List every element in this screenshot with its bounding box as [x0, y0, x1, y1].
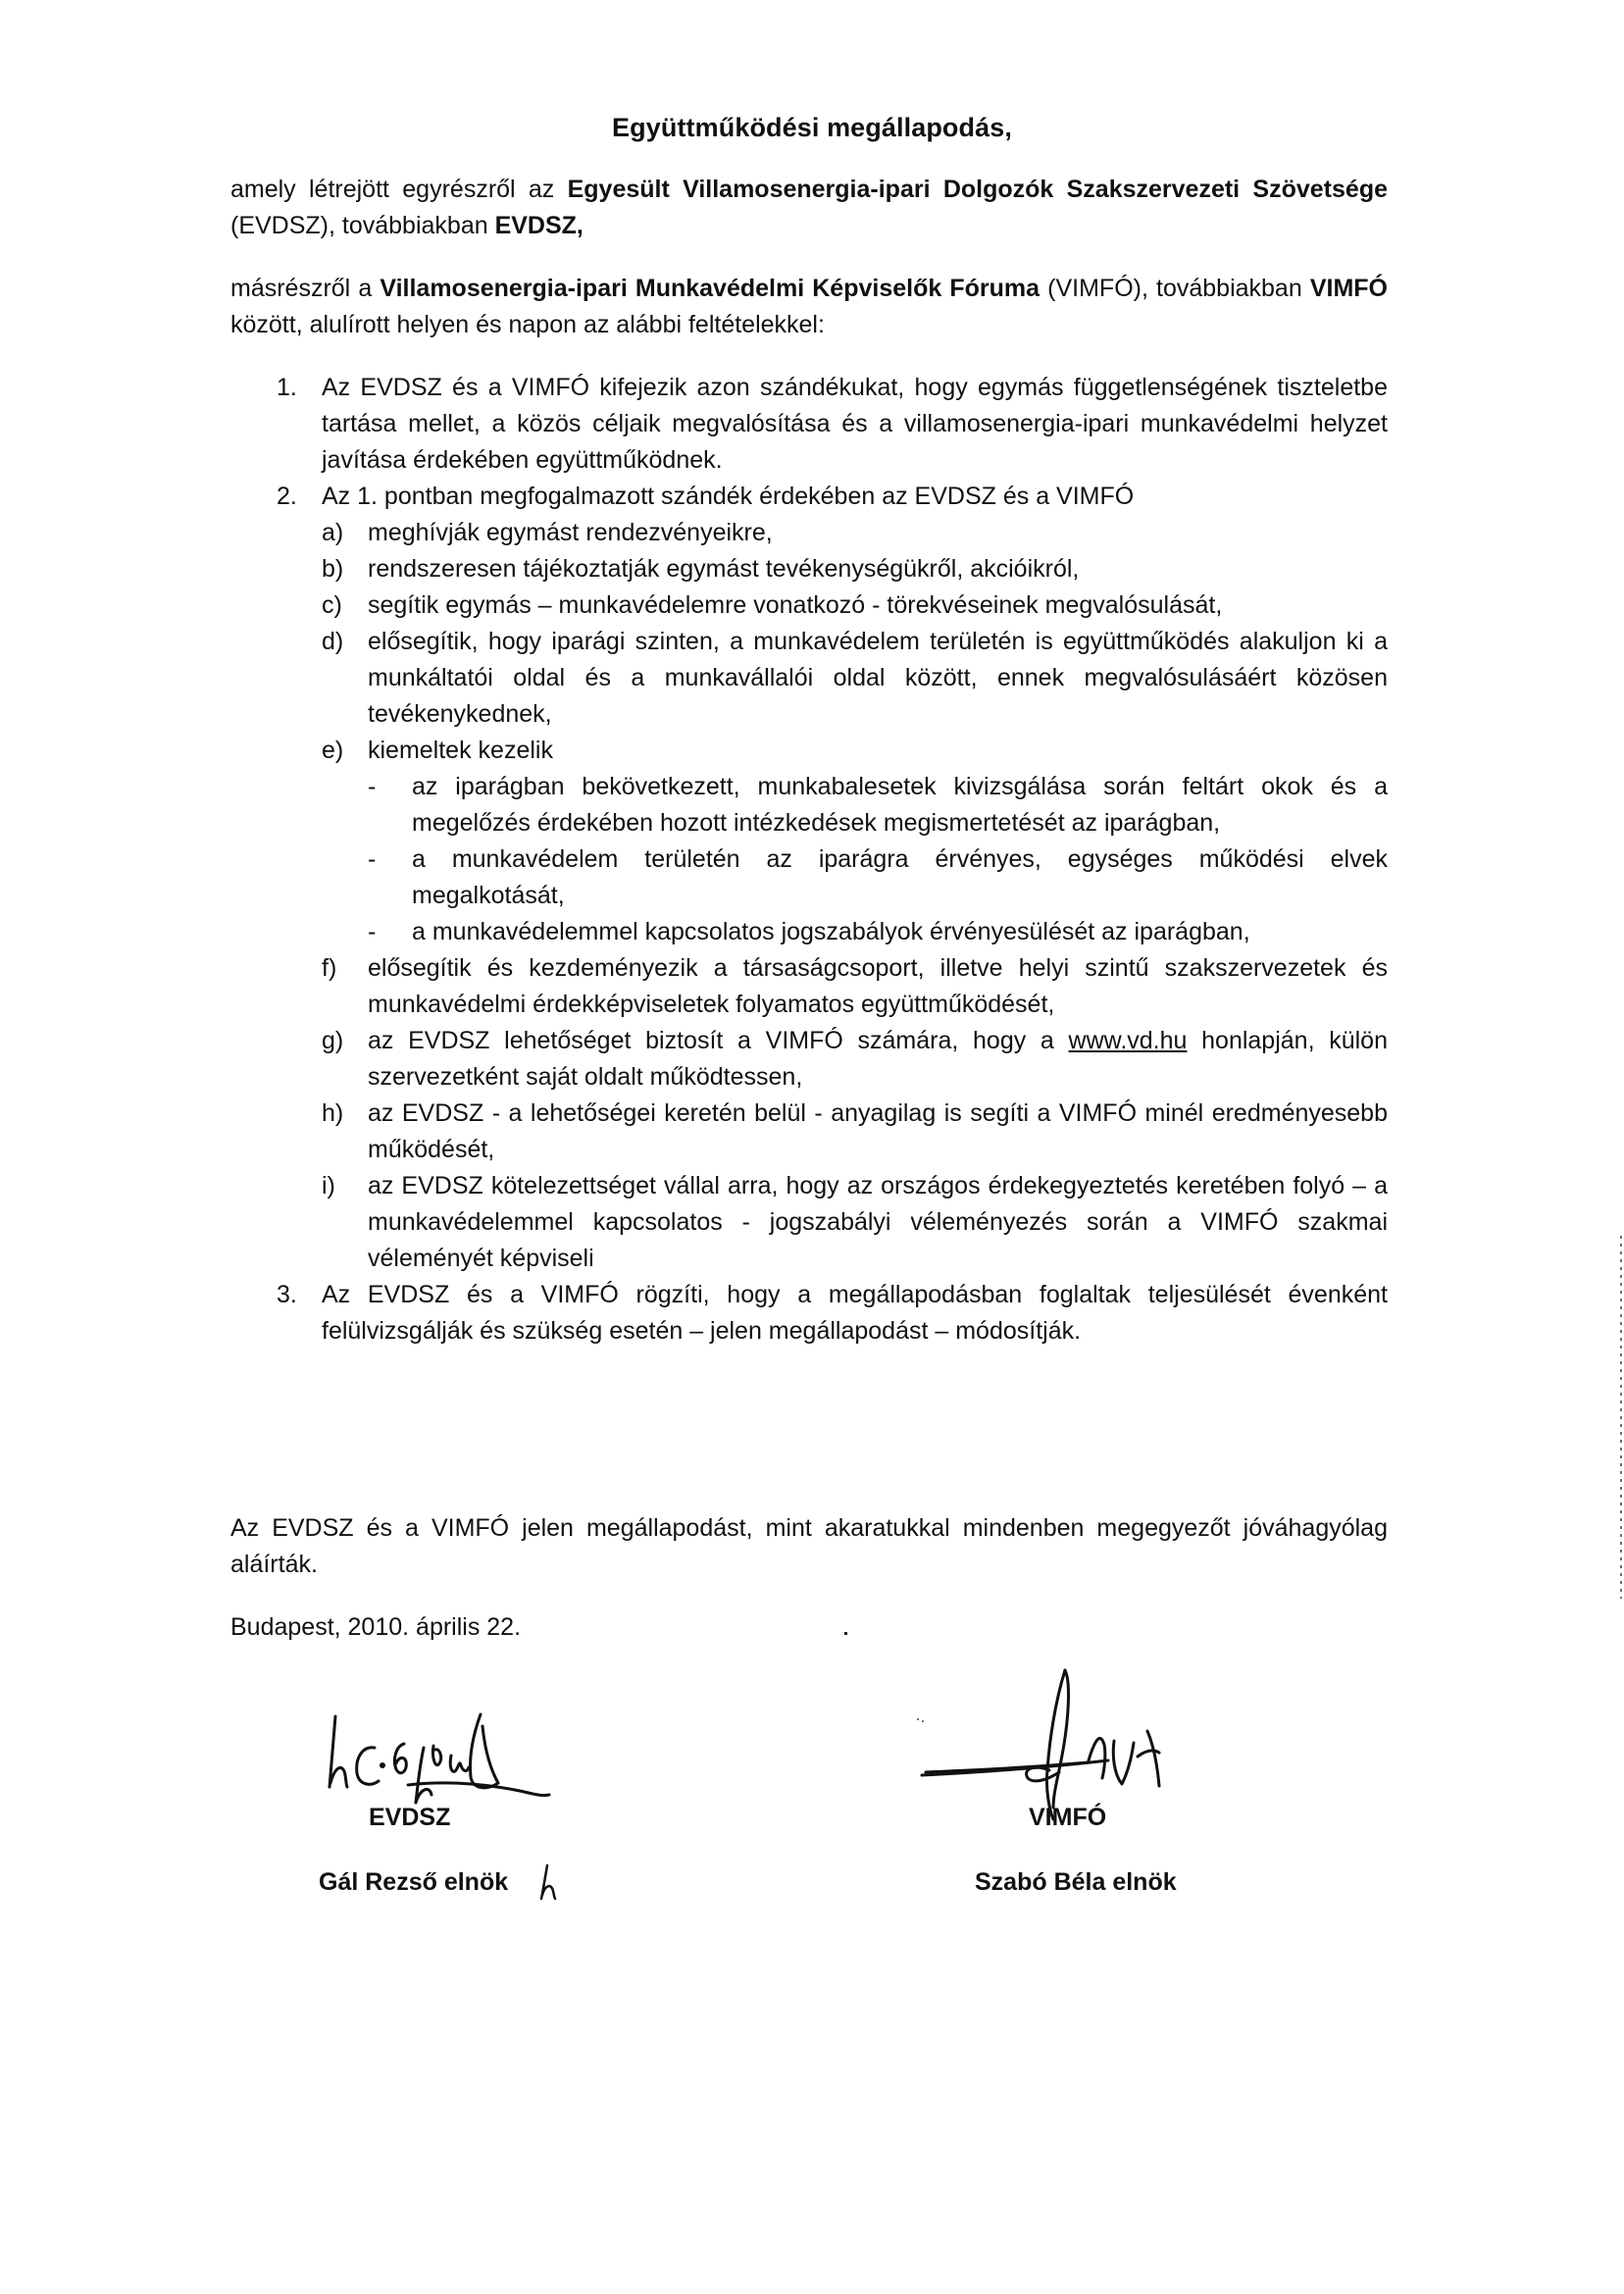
- bullet-item: [230, 769, 1388, 841]
- scan-artifact-line: [1620, 1236, 1622, 1599]
- sub-item-d: [230, 624, 1388, 733]
- signatory-org-evdsz: EVDSZ: [369, 1804, 451, 1831]
- sub-item-text: rendszeresen tájékoztatják egymást tevékenységükről, akcióikról,: [368, 555, 1080, 583]
- sub-item-text-post: honlapján, külön szervezetként saját oldalt működtessen,: [368, 1027, 1388, 1091]
- sub-item-i: [230, 1168, 1388, 1277]
- list-item-3: [230, 1277, 1388, 1350]
- sub-item-letter: a): [322, 519, 344, 546]
- intro1-mid: (EVDSZ), továbbiakban: [230, 212, 495, 239]
- list-item-1: [230, 370, 1388, 479]
- sub-item-text: segítik egymás – munkavédelemre vonatkozó - törekvéseinek megvalósulását,: [368, 591, 1223, 619]
- sub-item-text: kiemeltek kezelik: [368, 737, 553, 764]
- evdsz-abbr: EVDSZ,: [494, 212, 584, 239]
- website-link[interactable]: www.vd.hu: [1068, 1027, 1188, 1054]
- sub-item-text: az EVDSZ kötelezettséget vállal arra, hogy az országos érdekegyeztetés keretében folyó – a munkavédelemmel kapcsolatos - jogszabályi véleményezés során a VIMFÓ szakmai véleményét képviseli: [368, 1172, 1388, 1272]
- closing-statement: Az EVDSZ és a VIMFÓ jelen megállapodást, mint akaratukkal mindenben megegyezőt jóváhagyólag aláírták.: [230, 1514, 1388, 1578]
- evdsz-full-name: Egyesült Villamosenergia-ipari Dolgozók Szakszervezeti Szövetsége: [567, 176, 1388, 203]
- sub-item-text: elősegítik és kezdeményezik a társaságcsoport, illetve helyi szintű szakszervezetek és munkavédelmi érdekképviseletek folyamatos együttműködését,: [368, 954, 1388, 1018]
- sub-item-letter: e): [322, 737, 344, 764]
- dash-bullet-icon: -: [368, 773, 377, 800]
- vimfo-full-name: Villamosenergia-ipari Munkavédelmi Képviselők Fóruma: [380, 275, 1040, 302]
- intro-party-1: [230, 172, 1388, 244]
- intro1-text: amely létrejött egyrészről az: [230, 176, 568, 203]
- dash-bullet-icon: -: [368, 918, 377, 945]
- sub-item-letter: i): [322, 1172, 335, 1199]
- bullet-text: az iparágban bekövetkezett, munkabalesetek kivizsgálása során feltárt okok és a megelőzés érdekében hozott intézkedések megismertetését az iparágban,: [412, 773, 1388, 837]
- scan-dot: [844, 1632, 847, 1635]
- initials-icon: [537, 1861, 561, 1901]
- vimfo-abbr: VIMFÓ: [1309, 275, 1389, 302]
- item-text: Az 1. pontban megfogalmazott szándék érdekében az EVDSZ és a VIMFÓ: [322, 483, 1135, 510]
- sub-item-g: [230, 1023, 1388, 1096]
- sub-item-letter: d): [322, 628, 344, 655]
- bullet-item: [230, 841, 1388, 914]
- sub-item-f: [230, 950, 1388, 1023]
- item-number: 3.: [277, 1281, 297, 1308]
- agreement-list: [230, 370, 1388, 1350]
- sub-item-text: az EVDSZ - a lehetőségei keretén belül - anyagilag is segíti a VIMFÓ minél eredményesebb működését,: [368, 1099, 1388, 1163]
- sub-item-a: [230, 515, 1388, 551]
- sub-item-c: [230, 587, 1388, 624]
- sub-item-text: [368, 1023, 1388, 1096]
- sub-item-letter: c): [322, 591, 342, 619]
- sub-item-text: meghívják egymást rendezvényeikre,: [368, 519, 773, 546]
- document-title: Együttműködési megállapodás,: [612, 113, 1012, 142]
- sub-item-h: [230, 1096, 1388, 1168]
- item-text: Az EVDSZ és a VIMFÓ kifejezik azon szándékukat, hogy egymás függetlenségének tiszteletbe tartása mellet, a közös céljaik megvalósítása és a villamosenergia-ipari munkavédelmi helyzet javítása érdekében együttműködnek.: [322, 374, 1388, 474]
- sub-item-letter: f): [322, 954, 337, 982]
- sub-item-letter: h): [322, 1099, 344, 1127]
- signatory-name-vimfo: Szabó Béla elnök: [975, 1868, 1177, 1896]
- intro2-text: másrészről a: [230, 275, 381, 302]
- item-number: 1.: [277, 374, 297, 401]
- bullet-text: a munkavédelem területén az iparágra érvényes, egységes működési elvek megalkotását,: [412, 845, 1388, 909]
- signature-evdsz-icon: [314, 1687, 598, 1805]
- intro2-post: között, alulírott helyen és napon az alábbi feltételekkel:: [230, 311, 825, 338]
- sub-item-e: [230, 733, 1388, 769]
- intro2-mid: (VIMFÓ), továbbiakban: [1040, 275, 1310, 302]
- item-text: Az EVDSZ és a VIMFÓ rögzíti, hogy a megállapodásban foglaltak teljesülését évenként felülvizsgálják és szükség esetén – jelen megállapodást – módosítják.: [322, 1281, 1388, 1345]
- bullet-text: a munkavédelemmel kapcsolatos jogszabályok érvényesülését az iparágban,: [412, 918, 1250, 945]
- sub-item-b: [230, 551, 1388, 587]
- dash-bullet-icon: -: [368, 845, 377, 873]
- bullet-item: [230, 914, 1388, 950]
- item-number: 2.: [277, 483, 297, 510]
- place-and-date: Budapest, 2010. április 22.: [230, 1613, 522, 1641]
- sub-item-letter: g): [322, 1027, 344, 1054]
- sub-item-text-pre: az EVDSZ lehetőséget biztosít a VIMFÓ számára, hogy a: [368, 1027, 1069, 1054]
- sub-item-text: elősegítik, hogy iparági szinten, a munkavédelem területén is együttműködés alakuljon ki a munkáltatói oldal és a munkavállalói oldal között, ennek megvalósulásáért közösen tevékenykednek,: [368, 628, 1388, 728]
- signatory-name-evdsz: Gál Rezső elnök: [319, 1868, 509, 1896]
- sub-item-letter: b): [322, 555, 344, 583]
- intro-party-2: [230, 271, 1388, 343]
- signatory-org-vimfo: VIMFÓ: [1029, 1804, 1107, 1831]
- list-item-2: [230, 479, 1388, 515]
